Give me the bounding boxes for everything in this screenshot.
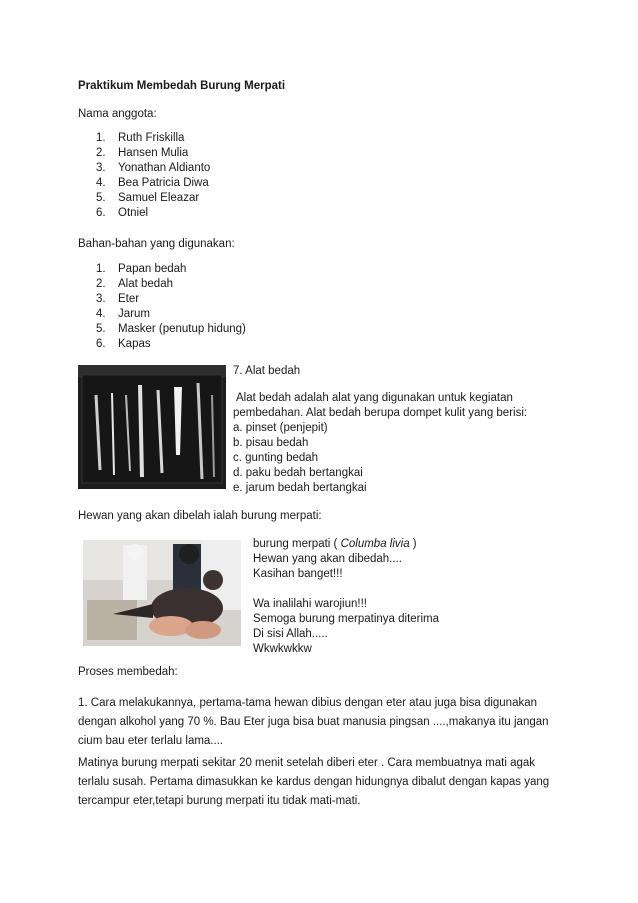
process-paragraph-1: 1. Cara melakukannya, pertama-tama hewan dibius dengan eter atau juga bisa digunakan dengan alkohol yang 70 %. Bau Eter juga bisa buat manusia pingsan ....,makanya itu jangan cium bau eter terlalu lama.... bbox=[78, 697, 549, 747]
list-item: 6. Kapas bbox=[96, 338, 151, 350]
list-item: 2. Hansen Mulia bbox=[96, 147, 189, 159]
tool-item: a. pinset (penjepit) bbox=[233, 422, 328, 434]
list-item: 4. Jarum bbox=[96, 308, 150, 320]
tools-heading: 7. Alat bedah bbox=[233, 365, 301, 377]
materials-list bbox=[96, 262, 246, 352]
list-item: 2. Alat bedah bbox=[96, 278, 173, 290]
members-heading: Nama anggota: bbox=[78, 108, 157, 120]
animal-description: burung merpati ( Columba livia ) Hewan yang akan dibedah.... Kasihan banget!!! Wa inalilahi warojiun!!! Semoga burung merpatinya diterima Di sisi Allah..... Wkwkwkkw bbox=[253, 538, 440, 655]
members-list bbox=[96, 131, 210, 221]
list-item: 4. Bea Patricia Diwa bbox=[96, 177, 209, 189]
tool-item: e. jarum bedah bertangkai bbox=[233, 482, 367, 494]
materials-heading: Bahan-bahan yang digunakan: bbox=[78, 238, 235, 250]
tools-description: Alat bedah adalah alat yang digunakan untuk kegiatan pembedahan. Alat bedah berupa dompet kulit yang berisi: a. pinset (penjepit) b. pisau bedah c. gunting bedah d. paku bedah bertangkai e. jarum bedah bertangkai bbox=[233, 392, 528, 494]
animal-intro: Hewan yang akan dibelah ialah burung merpati: bbox=[78, 510, 322, 522]
list-item: 5. Masker (penutup hidung) bbox=[96, 323, 246, 335]
pigeon-photo bbox=[83, 540, 241, 646]
list-item: 3. Eter bbox=[96, 293, 140, 305]
tool-item: b. pisau bedah bbox=[233, 437, 309, 449]
tool-item: c. gunting bedah bbox=[233, 452, 319, 464]
list-item: 5. Samuel Eleazar bbox=[96, 192, 200, 204]
process-heading: Proses membedah: bbox=[78, 666, 178, 678]
list-item: 1. Ruth Friskilla bbox=[96, 132, 185, 144]
list-item: 3. Yonathan Aldianto bbox=[96, 162, 211, 174]
list-item: 6. Otniel bbox=[96, 207, 149, 219]
animal-name: burung merpati ( Columba livia ) bbox=[253, 538, 417, 550]
page-title: Praktikum Membedah Burung Merpati bbox=[78, 80, 286, 92]
list-item: 1. Papan bedah bbox=[96, 263, 187, 275]
tool-item: d. paku bedah bertangkai bbox=[233, 467, 363, 479]
process-paragraph-2: Matinya burung merpati sekitar 20 menit setelah diberi eter . Cara membuatnya mati agak terlalu susah. Pertama dimasukkan ke kardus dengan hidungnya dibalut dengan kapas yang tercampur eter,tetapi burung merpati itu tidak mati-mati. bbox=[78, 757, 550, 807]
surgical-kit-photo bbox=[78, 365, 226, 489]
